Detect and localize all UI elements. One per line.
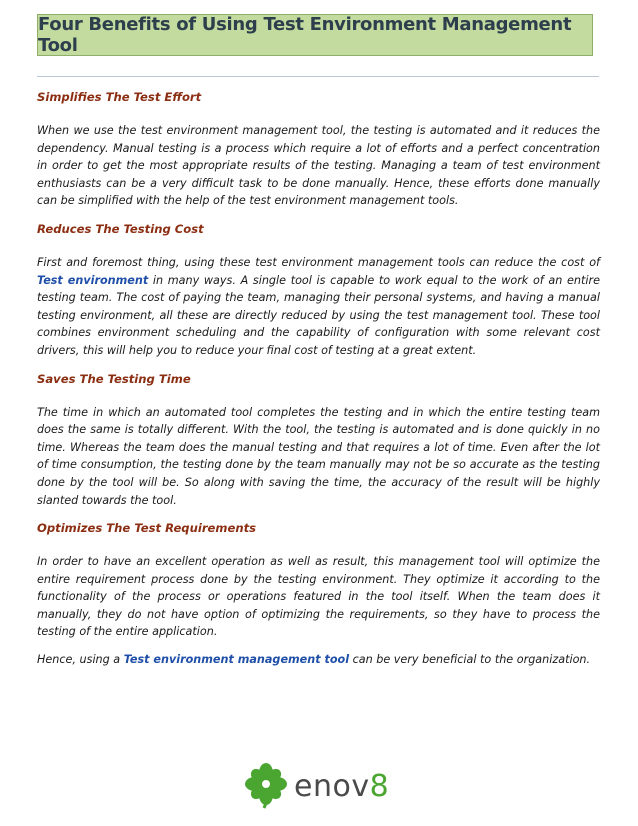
text-segment: First and foremost thing, using these test environment management tools can reduce the cost of xyxy=(37,255,600,269)
clover-icon xyxy=(244,762,288,810)
text-segment: can be very beneficial to the organization. xyxy=(349,653,591,667)
test-environment-link[interactable]: Test environment xyxy=(37,273,149,287)
logo-wordmark xyxy=(294,769,389,804)
divider xyxy=(37,76,599,77)
section-heading-simplifies: Simplifies The Test Effort xyxy=(37,90,202,104)
text-segment: in many ways. A single tool is capable to work equal to the work of an entire testing team. The cost of paying the team, managing their personal systems, and having a manual testing environment, all these are directly reduced by using the test management tool. These tool combines environment scheduling and the capability of configuration with some relevant cost drivers, this will help you to reduce your final cost of testing at a great extent. xyxy=(37,273,600,357)
page-title: Four Benefits of Using Test Environment Management Tool xyxy=(38,14,572,56)
section-heading-reduces-cost: Reduces The Testing Cost xyxy=(37,221,204,236)
text-segment: Hence, using a xyxy=(37,653,124,667)
section-text-optimizes: In order to have an excellent operation as well as result, this management tool will optimize the entire requirement process done by the testing environment. They optimize it according to the functionality of the process or operations featured in the tool itself. When the team does it manually, they do not have option of optimizing the requirements, so they have to process the testing of the entire application. xyxy=(37,555,600,639)
section-heading-saves-time: Saves The Testing Time xyxy=(37,371,191,386)
section-text-reduces-cost xyxy=(37,254,600,360)
section-text-simplifies: When we use the test environment management tool, the testing is automated and it reduces the dependency. Manual testing is a process which require a lot of efforts and a perfect concentration in order to get the most appropriate results of the testing. Managing a team of test environment enthusiasts can be a very difficult task to be done manually. Hence, these efforts done manually can be simplified with the help of the test environment management tools. xyxy=(37,124,600,208)
test-environment-management-tool-link[interactable]: Test environment management tool xyxy=(123,653,350,667)
title-banner xyxy=(37,14,593,56)
section-heading-optimizes: Optimizes The Test Requirements xyxy=(37,521,257,536)
enov8-logo xyxy=(244,760,389,812)
logo-text-main: enov xyxy=(294,768,370,804)
article-body xyxy=(37,88,600,669)
logo-text-accent: 8 xyxy=(369,768,390,804)
conclusion-text xyxy=(37,651,600,669)
section-text-saves-time: The time in which an automated tool completes the testing and in which the entire testing team does the same is totally different. With the tool, the testing is automated and is done quickly in no time. Whereas the team does the manual testing and that requires a lot of time. Even after the lot of time consumption, the testing done by the team manually may not be so accurate as the testing done by the tool will be. So along with saving the time, the accuracy of the result will be highly slanted towards the tool. xyxy=(37,405,600,507)
